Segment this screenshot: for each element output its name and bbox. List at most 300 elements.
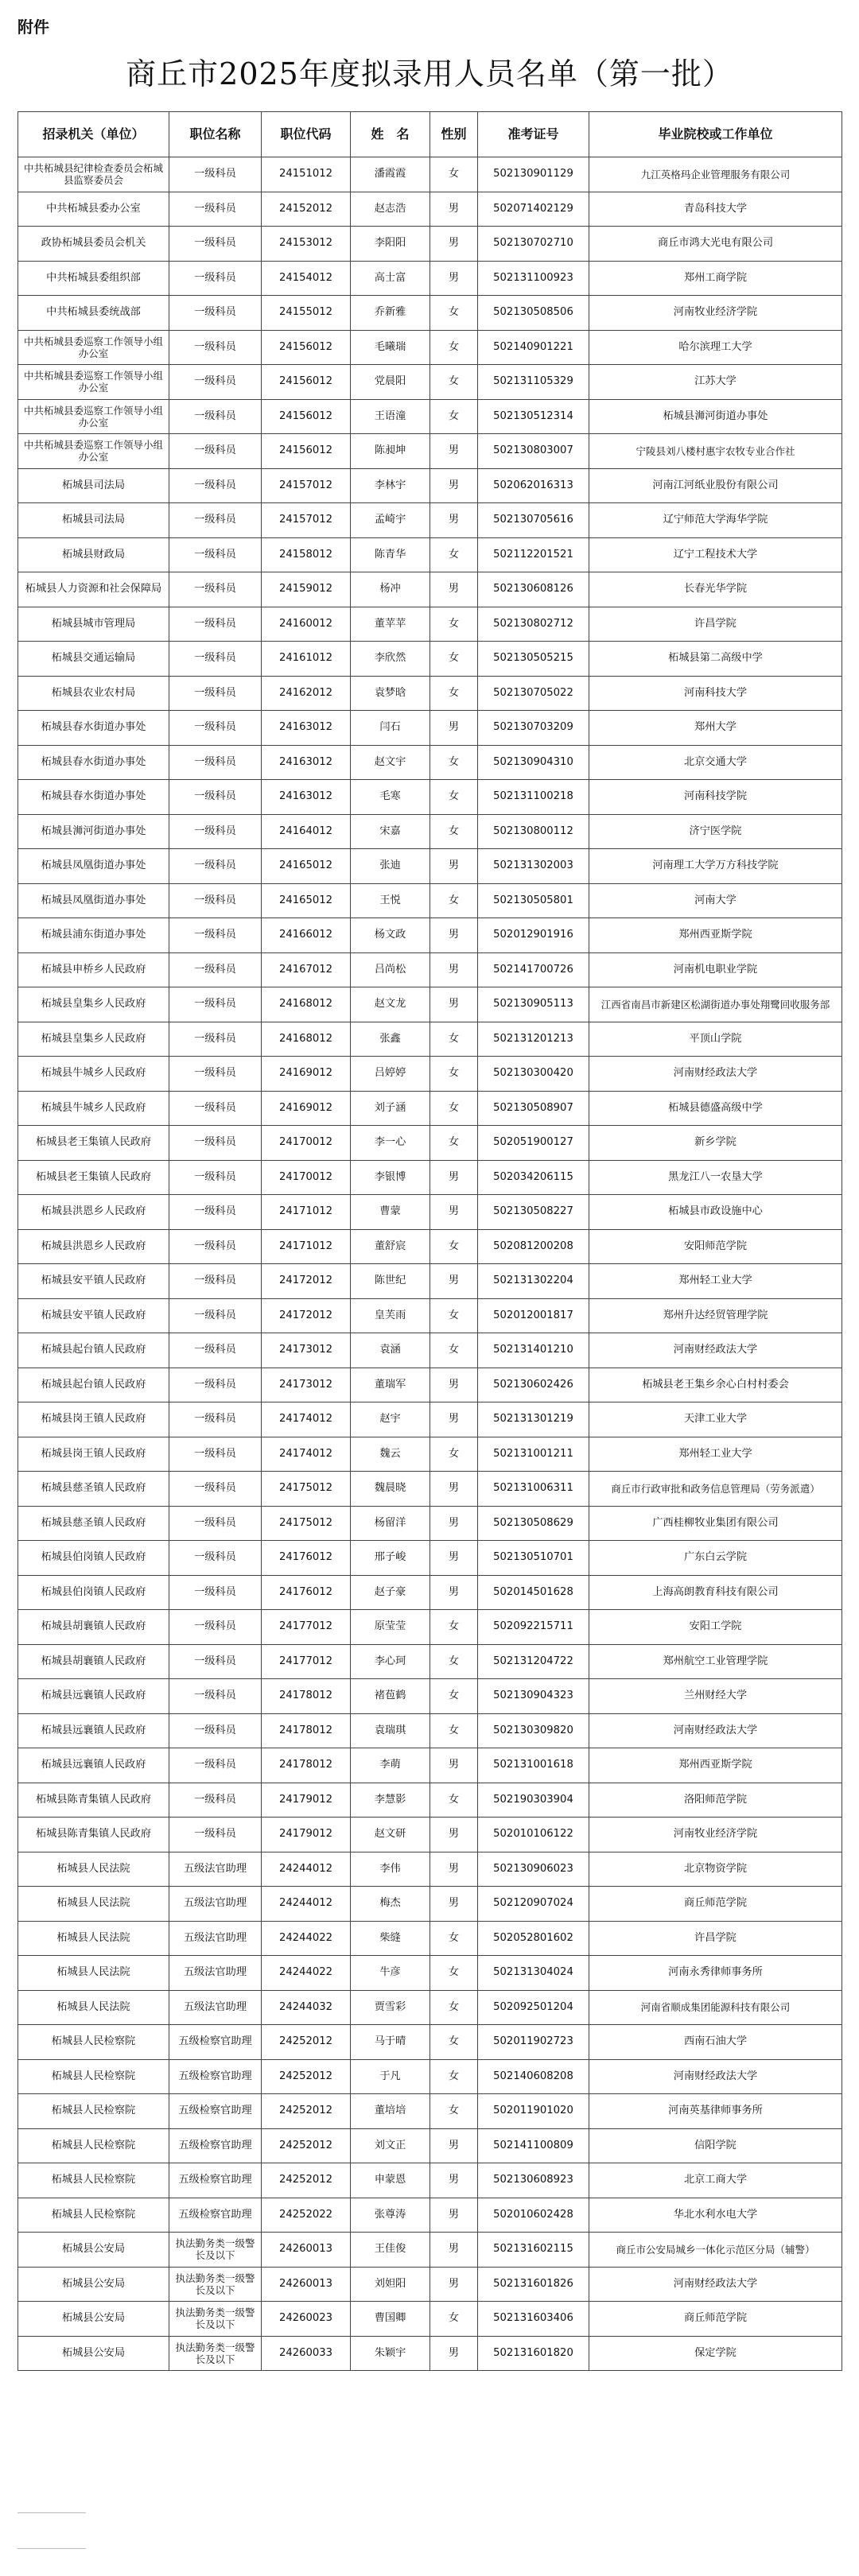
cell-gender: 女 bbox=[430, 1126, 478, 1161]
cell-agency: 柘城县胡襄镇人民政府 bbox=[18, 1610, 169, 1645]
cell-position: 一级科员 bbox=[169, 780, 262, 815]
cell-gender: 男 bbox=[430, 952, 478, 987]
cell-agency: 柘城县皇集乡人民政府 bbox=[18, 987, 169, 1022]
cell-position-code: 24163012 bbox=[262, 711, 351, 746]
cell-name: 刘妲阳 bbox=[351, 2267, 430, 2302]
cell-name: 董苹苹 bbox=[351, 607, 430, 642]
cell-position: 一级科员 bbox=[169, 468, 262, 503]
cell-exam-number: 502062016313 bbox=[478, 468, 589, 503]
cell-exam-number: 502130508629 bbox=[478, 1506, 589, 1541]
cell-gender: 女 bbox=[430, 1713, 478, 1748]
cell-name: 袁涵 bbox=[351, 1333, 430, 1368]
cell-school-or-employer: 许昌学院 bbox=[589, 607, 842, 642]
cell-name: 朱颖宇 bbox=[351, 2336, 430, 2371]
cell-exam-number: 502131302204 bbox=[478, 1264, 589, 1299]
cell-agency: 柘城县城市管理局 bbox=[18, 607, 169, 642]
cell-exam-number: 502130702710 bbox=[478, 227, 589, 262]
cell-gender: 男 bbox=[430, 2267, 478, 2302]
cell-agency: 中共柘城县委统战部 bbox=[18, 296, 169, 331]
cell-gender: 男 bbox=[430, 1818, 478, 1852]
cell-name: 刘子涵 bbox=[351, 1091, 430, 1126]
cell-exam-number: 502130505801 bbox=[478, 883, 589, 918]
cell-agency: 柘城县陈青集镇人民政府 bbox=[18, 1783, 169, 1818]
cell-position-code: 24168012 bbox=[262, 987, 351, 1022]
cell-exam-number: 502140901221 bbox=[478, 330, 589, 365]
cell-exam-number: 502131601820 bbox=[478, 2336, 589, 2371]
cell-position-code: 24169012 bbox=[262, 1057, 351, 1092]
table-row bbox=[18, 157, 842, 192]
cell-agency: 柘城县起台镇人民政府 bbox=[18, 1368, 169, 1402]
table-row bbox=[18, 1541, 842, 1576]
table-row bbox=[18, 1783, 842, 1818]
cell-position: 一级科员 bbox=[169, 537, 262, 572]
cell-exam-number: 502010602428 bbox=[478, 2198, 589, 2233]
table-row bbox=[18, 434, 842, 469]
table-row bbox=[18, 365, 842, 400]
cell-name: 高士富 bbox=[351, 261, 430, 296]
cell-gender: 女 bbox=[430, 1783, 478, 1818]
cell-position-code: 24252012 bbox=[262, 2025, 351, 2060]
cell-name: 乔新雅 bbox=[351, 296, 430, 331]
cell-name: 张迪 bbox=[351, 849, 430, 884]
cell-school-or-employer: 安阳工学院 bbox=[589, 1610, 842, 1645]
cell-gender: 女 bbox=[430, 157, 478, 192]
cell-gender: 女 bbox=[430, 296, 478, 331]
cell-school-or-employer: 广东白云学院 bbox=[589, 1541, 842, 1576]
cell-position-code: 24244022 bbox=[262, 1956, 351, 1991]
cell-position: 执法勤务类一级警长及以下 bbox=[169, 2302, 262, 2337]
cell-gender: 女 bbox=[430, 330, 478, 365]
cell-gender: 女 bbox=[430, 1644, 478, 1679]
cell-exam-number: 502131001211 bbox=[478, 1437, 589, 1472]
cell-gender: 男 bbox=[430, 1575, 478, 1610]
cell-gender: 男 bbox=[430, 1472, 478, 1507]
cell-position-code: 24173012 bbox=[262, 1333, 351, 1368]
cell-exam-number: 502131302003 bbox=[478, 849, 589, 884]
cell-position: 一级科员 bbox=[169, 814, 262, 849]
cell-position: 一级科员 bbox=[169, 1818, 262, 1852]
table-row bbox=[18, 780, 842, 815]
table-row bbox=[18, 227, 842, 262]
cell-agency: 中共柘城县委组织部 bbox=[18, 261, 169, 296]
cell-school-or-employer: 济宁医学院 bbox=[589, 814, 842, 849]
cell-position: 一级科员 bbox=[169, 1368, 262, 1402]
cell-school-or-employer: 河南牧业经济学院 bbox=[589, 296, 842, 331]
cell-agency: 柘城县皇集乡人民政府 bbox=[18, 1022, 169, 1057]
cell-position-code: 24172012 bbox=[262, 1298, 351, 1333]
cell-gender: 女 bbox=[430, 1990, 478, 2025]
cell-gender: 男 bbox=[430, 2163, 478, 2198]
cell-position: 一级科员 bbox=[169, 1126, 262, 1161]
cell-position-code: 24252012 bbox=[262, 2094, 351, 2129]
cell-exam-number: 502130512314 bbox=[478, 399, 589, 434]
table-row bbox=[18, 1437, 842, 1472]
footer-divider bbox=[17, 2548, 86, 2549]
cell-agency: 柘城县远襄镇人民政府 bbox=[18, 1748, 169, 1783]
cell-gender: 女 bbox=[430, 1610, 478, 1645]
cell-position-code: 24173012 bbox=[262, 1368, 351, 1402]
cell-name: 李萌 bbox=[351, 1748, 430, 1783]
cell-exam-number: 502130705022 bbox=[478, 676, 589, 711]
cell-gender: 男 bbox=[430, 918, 478, 953]
cell-agency: 柘城县岗王镇人民政府 bbox=[18, 1402, 169, 1437]
cell-position-code: 24178012 bbox=[262, 1713, 351, 1748]
cell-name: 赵文龙 bbox=[351, 987, 430, 1022]
cell-gender: 女 bbox=[430, 642, 478, 677]
cell-agency: 柘城县春水街道办事处 bbox=[18, 711, 169, 746]
cell-name: 申蒙恩 bbox=[351, 2163, 430, 2198]
table-row bbox=[18, 2163, 842, 2198]
cell-position-code: 24260013 bbox=[262, 2233, 351, 2268]
table-row bbox=[18, 1022, 842, 1057]
cell-exam-number: 502130901129 bbox=[478, 157, 589, 192]
cell-position-code: 24161012 bbox=[262, 642, 351, 677]
cell-name: 袁瑞琪 bbox=[351, 1713, 430, 1748]
cell-agency: 柘城县人民检察院 bbox=[18, 2163, 169, 2198]
cell-exam-number: 502131006311 bbox=[478, 1472, 589, 1507]
cell-position: 一级科员 bbox=[169, 745, 262, 780]
cell-agency: 柘城县财政局 bbox=[18, 537, 169, 572]
cell-position-code: 24169012 bbox=[262, 1091, 351, 1126]
cell-gender: 男 bbox=[430, 2336, 478, 2371]
cell-agency: 柘城县人民法院 bbox=[18, 1887, 169, 1922]
cell-name: 皇芙雨 bbox=[351, 1298, 430, 1333]
cell-agency: 柘城县人民检察院 bbox=[18, 2094, 169, 2129]
table-row bbox=[18, 2233, 842, 2268]
cell-gender: 女 bbox=[430, 1437, 478, 1472]
cell-position-code: 24175012 bbox=[262, 1472, 351, 1507]
cell-position: 执法勤务类一级警长及以下 bbox=[169, 2267, 262, 2302]
cell-agency: 柘城县公安局 bbox=[18, 2302, 169, 2337]
table-row bbox=[18, 1333, 842, 1368]
cell-name: 牛彦 bbox=[351, 1956, 430, 1991]
page-title: 商丘市2025年度拟录用人员名单（第一批） bbox=[126, 56, 733, 91]
cell-school-or-employer: 九江英格玛企业管理服务有限公司 bbox=[589, 157, 842, 192]
cell-school-or-employer: 郑州升达经贸管理学院 bbox=[589, 1298, 842, 1333]
cell-name: 原莹莹 bbox=[351, 1610, 430, 1645]
table-row bbox=[18, 1852, 842, 1887]
cell-gender: 男 bbox=[430, 1402, 478, 1437]
footer-divider bbox=[17, 2512, 86, 2513]
cell-agency: 柘城县远襄镇人民政府 bbox=[18, 1713, 169, 1748]
cell-gender: 女 bbox=[430, 537, 478, 572]
cell-exam-number: 502130904323 bbox=[478, 1679, 589, 1714]
table-row bbox=[18, 399, 842, 434]
cell-agency: 柘城县慈圣镇人民政府 bbox=[18, 1472, 169, 1507]
table-row bbox=[18, 1575, 842, 1610]
cell-agency: 柘城县人民检察院 bbox=[18, 2025, 169, 2060]
cell-exam-number: 502130705616 bbox=[478, 503, 589, 538]
table-row bbox=[18, 330, 842, 365]
table-row bbox=[18, 1091, 842, 1126]
cell-name: 孟崎宇 bbox=[351, 503, 430, 538]
cell-agency: 柘城县浉河街道办事处 bbox=[18, 814, 169, 849]
cell-agency: 柘城县春水街道办事处 bbox=[18, 745, 169, 780]
cell-school-or-employer: 江西省南昌市新建区松湖街道办事处翔鹭回收服务部 bbox=[589, 987, 842, 1022]
cell-agency: 柘城县远襄镇人民政府 bbox=[18, 1679, 169, 1714]
table-row bbox=[18, 2198, 842, 2233]
cell-name: 魏云 bbox=[351, 1437, 430, 1472]
cell-gender: 男 bbox=[430, 1887, 478, 1922]
cell-agency: 中共柘城县委巡察工作领导小组办公室 bbox=[18, 365, 169, 400]
cell-position: 一级科员 bbox=[169, 1402, 262, 1437]
cell-school-or-employer: 商丘市行政审批和政务信息管理局（劳务派遣） bbox=[589, 1472, 842, 1507]
cell-position-code: 24170012 bbox=[262, 1160, 351, 1195]
cell-agency: 柘城县人民检察院 bbox=[18, 2198, 169, 2233]
table-row bbox=[18, 814, 842, 849]
cell-name: 杨冲 bbox=[351, 572, 430, 607]
cell-agency: 柘城县安平镇人民政府 bbox=[18, 1298, 169, 1333]
cell-gender: 男 bbox=[430, 1541, 478, 1576]
table-row bbox=[18, 2302, 842, 2337]
cell-exam-number: 502131201213 bbox=[478, 1022, 589, 1057]
table-row bbox=[18, 1921, 842, 1956]
cell-agency: 柘城县人力资源和社会保障局 bbox=[18, 572, 169, 607]
cell-school-or-employer: 辽宁工程技术大学 bbox=[589, 537, 842, 572]
cell-school-or-employer: 柘城县老王集乡余心白村村委会 bbox=[589, 1368, 842, 1402]
cell-name: 陈世纪 bbox=[351, 1264, 430, 1299]
column-header-name: 姓 名 bbox=[351, 112, 430, 157]
cell-school-or-employer: 河南财经政法大学 bbox=[589, 2267, 842, 2302]
cell-name: 曹蒙 bbox=[351, 1195, 430, 1230]
cell-position: 一级科员 bbox=[169, 1575, 262, 1610]
cell-school-or-employer: 河南省顺成集团能源科技有限公司 bbox=[589, 1990, 842, 2025]
table-row bbox=[18, 1472, 842, 1507]
cell-position-code: 24244032 bbox=[262, 1990, 351, 2025]
cell-gender: 男 bbox=[430, 261, 478, 296]
cell-name: 毛曦瑞 bbox=[351, 330, 430, 365]
cell-name: 柴缝 bbox=[351, 1921, 430, 1956]
cell-name: 贾雪彩 bbox=[351, 1990, 430, 2025]
cell-exam-number: 502140608208 bbox=[478, 2059, 589, 2094]
table-header-row bbox=[18, 112, 842, 157]
cell-gender: 男 bbox=[430, 1506, 478, 1541]
cell-position: 五级法官助理 bbox=[169, 1990, 262, 2025]
cell-gender: 男 bbox=[430, 2198, 478, 2233]
cell-exam-number: 502112201521 bbox=[478, 537, 589, 572]
cell-name: 袁梦晗 bbox=[351, 676, 430, 711]
cell-exam-number: 502011902723 bbox=[478, 2025, 589, 2060]
cell-position: 五级检察官助理 bbox=[169, 2059, 262, 2094]
table-row bbox=[18, 261, 842, 296]
cell-agency: 柘城县人民法院 bbox=[18, 1990, 169, 2025]
cell-name: 魏晨晓 bbox=[351, 1472, 430, 1507]
cell-agency: 柘城县司法局 bbox=[18, 503, 169, 538]
cell-agency: 柘城县浦东街道办事处 bbox=[18, 918, 169, 953]
cell-school-or-employer: 河南财经政法大学 bbox=[589, 1333, 842, 1368]
cell-gender: 男 bbox=[430, 227, 478, 262]
table-row bbox=[18, 1264, 842, 1299]
cell-school-or-employer: 辽宁师范大学海华学院 bbox=[589, 503, 842, 538]
cell-school-or-employer: 河南财经政法大学 bbox=[589, 1057, 842, 1092]
cell-position: 一级科员 bbox=[169, 503, 262, 538]
cell-gender: 女 bbox=[430, 1921, 478, 1956]
cell-school-or-employer: 河南科技学院 bbox=[589, 780, 842, 815]
cell-exam-number: 502130300420 bbox=[478, 1057, 589, 1092]
cell-position: 一级科员 bbox=[169, 1195, 262, 1230]
table-row bbox=[18, 642, 842, 677]
cell-position: 五级检察官助理 bbox=[169, 2025, 262, 2060]
cell-agency: 柘城县春水街道办事处 bbox=[18, 780, 169, 815]
cell-position: 一级科员 bbox=[169, 296, 262, 331]
cell-position-code: 24178012 bbox=[262, 1748, 351, 1783]
table-row bbox=[18, 1956, 842, 1991]
cell-name: 马于晴 bbox=[351, 2025, 430, 2060]
cell-name: 闫石 bbox=[351, 711, 430, 746]
cell-gender: 女 bbox=[430, 2094, 478, 2129]
cell-gender: 男 bbox=[430, 1748, 478, 1783]
cell-agency: 柘城县凤凰街道办事处 bbox=[18, 849, 169, 884]
cell-position: 一级科员 bbox=[169, 711, 262, 746]
cell-agency: 柘城县安平镇人民政府 bbox=[18, 1264, 169, 1299]
table-row bbox=[18, 2128, 842, 2163]
cell-exam-number: 502131401210 bbox=[478, 1333, 589, 1368]
cell-name: 董瑞军 bbox=[351, 1368, 430, 1402]
cell-gender: 男 bbox=[430, 2233, 478, 2268]
cell-position-code: 24177012 bbox=[262, 1610, 351, 1645]
cell-name: 邢子峻 bbox=[351, 1541, 430, 1576]
cell-position-code: 24244012 bbox=[262, 1887, 351, 1922]
cell-position-code: 24170012 bbox=[262, 1126, 351, 1161]
cell-exam-number: 502130309820 bbox=[478, 1713, 589, 1748]
cell-exam-number: 502034206115 bbox=[478, 1160, 589, 1195]
cell-agency: 中共柘城县纪律检查委员会柘城县监察委员会 bbox=[18, 157, 169, 192]
cell-position-code: 24252012 bbox=[262, 2128, 351, 2163]
cell-name: 李阳阳 bbox=[351, 227, 430, 262]
cell-name: 李心珂 bbox=[351, 1644, 430, 1679]
cell-school-or-employer: 商丘市鸿大光电有限公司 bbox=[589, 227, 842, 262]
cell-school-or-employer: 北京工商大学 bbox=[589, 2163, 842, 2198]
cell-name: 王语潼 bbox=[351, 399, 430, 434]
cell-position-code: 24165012 bbox=[262, 883, 351, 918]
cell-exam-number: 502092501204 bbox=[478, 1990, 589, 2025]
cell-school-or-employer: 柘城县德盛高级中学 bbox=[589, 1091, 842, 1126]
cell-position-code: 24165012 bbox=[262, 849, 351, 884]
table-row bbox=[18, 1126, 842, 1161]
column-header-agency: 招录机关（单位） bbox=[18, 112, 169, 157]
cell-position-code: 24152012 bbox=[262, 192, 351, 227]
cell-agency: 柘城县人民法院 bbox=[18, 1852, 169, 1887]
cell-name: 梅杰 bbox=[351, 1887, 430, 1922]
cell-position: 一级科员 bbox=[169, 1713, 262, 1748]
cell-exam-number: 502141700726 bbox=[478, 952, 589, 987]
cell-gender: 女 bbox=[430, 883, 478, 918]
table-row bbox=[18, 2336, 842, 2371]
cell-exam-number: 502131301219 bbox=[478, 1402, 589, 1437]
cell-gender: 男 bbox=[430, 192, 478, 227]
cell-position-code: 24260013 bbox=[262, 2267, 351, 2302]
cell-name: 李慧影 bbox=[351, 1783, 430, 1818]
cell-position: 五级法官助理 bbox=[169, 1921, 262, 1956]
cell-position-code: 24151012 bbox=[262, 157, 351, 192]
cell-position: 一级科员 bbox=[169, 1333, 262, 1368]
cell-school-or-employer: 兰州财经大学 bbox=[589, 1679, 842, 1714]
cell-name: 赵文宇 bbox=[351, 745, 430, 780]
column-header-position-code: 职位代码 bbox=[262, 112, 351, 157]
cell-name: 张鑫 bbox=[351, 1022, 430, 1057]
cell-gender: 男 bbox=[430, 849, 478, 884]
cell-gender: 女 bbox=[430, 2302, 478, 2337]
cell-agency: 柘城县司法局 bbox=[18, 468, 169, 503]
cell-name: 王悦 bbox=[351, 883, 430, 918]
cell-gender: 男 bbox=[430, 1160, 478, 1195]
cell-position-code: 24154012 bbox=[262, 261, 351, 296]
cell-position: 五级检察官助理 bbox=[169, 2198, 262, 2233]
cell-agency: 柘城县人民检察院 bbox=[18, 2059, 169, 2094]
cell-school-or-employer: 河南江河纸业股份有限公司 bbox=[589, 468, 842, 503]
cell-agency: 柘城县洪恩乡人民政府 bbox=[18, 1195, 169, 1230]
cell-gender: 女 bbox=[430, 814, 478, 849]
cell-position-code: 24163012 bbox=[262, 780, 351, 815]
cell-agency: 柘城县慈圣镇人民政府 bbox=[18, 1506, 169, 1541]
cell-exam-number: 502130803007 bbox=[478, 434, 589, 469]
cell-position-code: 24156012 bbox=[262, 365, 351, 400]
cell-exam-number: 502130608923 bbox=[478, 2163, 589, 2198]
cell-exam-number: 502011901020 bbox=[478, 2094, 589, 2129]
cell-name: 陈昶坤 bbox=[351, 434, 430, 469]
cell-school-or-employer: 江苏大学 bbox=[589, 365, 842, 400]
cell-school-or-employer: 北京交通大学 bbox=[589, 745, 842, 780]
cell-position-code: 24157012 bbox=[262, 468, 351, 503]
column-header-school-or-employer: 毕业院校或工作单位 bbox=[589, 112, 842, 157]
cell-gender: 男 bbox=[430, 434, 478, 469]
cell-exam-number: 502131105329 bbox=[478, 365, 589, 400]
cell-position-code: 24252022 bbox=[262, 2198, 351, 2233]
cell-position-code: 24244022 bbox=[262, 1921, 351, 1956]
cell-agency: 柘城县陈青集镇人民政府 bbox=[18, 1818, 169, 1852]
cell-agency: 柘城县胡襄镇人民政府 bbox=[18, 1644, 169, 1679]
cell-position: 一级科员 bbox=[169, 1264, 262, 1299]
cell-name: 于凡 bbox=[351, 2059, 430, 2094]
cell-position: 一级科员 bbox=[169, 157, 262, 192]
cell-agency: 中共柘城县委办公室 bbox=[18, 192, 169, 227]
cell-position: 一级科员 bbox=[169, 192, 262, 227]
cell-position: 一级科员 bbox=[169, 1506, 262, 1541]
cell-name: 张尊涛 bbox=[351, 2198, 430, 2233]
cell-gender: 男 bbox=[430, 503, 478, 538]
cell-school-or-employer: 黑龙江八一农垦大学 bbox=[589, 1160, 842, 1195]
cell-position-code: 24260023 bbox=[262, 2302, 351, 2337]
cell-position-code: 24163012 bbox=[262, 745, 351, 780]
cell-gender: 女 bbox=[430, 1057, 478, 1092]
cell-position: 一级科员 bbox=[169, 1022, 262, 1057]
cell-position: 一级科员 bbox=[169, 883, 262, 918]
cell-school-or-employer: 上海高朗教育科技有限公司 bbox=[589, 1575, 842, 1610]
cell-name: 刘文正 bbox=[351, 2128, 430, 2163]
cell-school-or-employer: 柘城县浉河街道办事处 bbox=[589, 399, 842, 434]
cell-gender: 女 bbox=[430, 745, 478, 780]
table-row bbox=[18, 1818, 842, 1852]
cell-exam-number: 502071402129 bbox=[478, 192, 589, 227]
cell-school-or-employer: 商丘师范学院 bbox=[589, 1887, 842, 1922]
cell-position: 一级科员 bbox=[169, 1472, 262, 1507]
cell-position: 一级科员 bbox=[169, 1610, 262, 1645]
cell-position-code: 24175012 bbox=[262, 1506, 351, 1541]
cell-position: 执法勤务类一级警长及以下 bbox=[169, 2233, 262, 2268]
cell-gender: 男 bbox=[430, 1264, 478, 1299]
table-row bbox=[18, 711, 842, 746]
column-header-position: 职位名称 bbox=[169, 112, 262, 157]
cell-position: 一级科员 bbox=[169, 607, 262, 642]
cell-exam-number: 502130508227 bbox=[478, 1195, 589, 1230]
cell-school-or-employer: 柘城县市政设施中心 bbox=[589, 1195, 842, 1230]
cell-school-or-employer: 商丘市公安局城乡一体化示范区分局（辅警） bbox=[589, 2233, 842, 2268]
cell-gender: 男 bbox=[430, 1368, 478, 1402]
cell-agency: 柘城县申桥乡人民政府 bbox=[18, 952, 169, 987]
cell-position: 一级科员 bbox=[169, 1541, 262, 1576]
cell-position-code: 24168012 bbox=[262, 1022, 351, 1057]
table-row bbox=[18, 607, 842, 642]
